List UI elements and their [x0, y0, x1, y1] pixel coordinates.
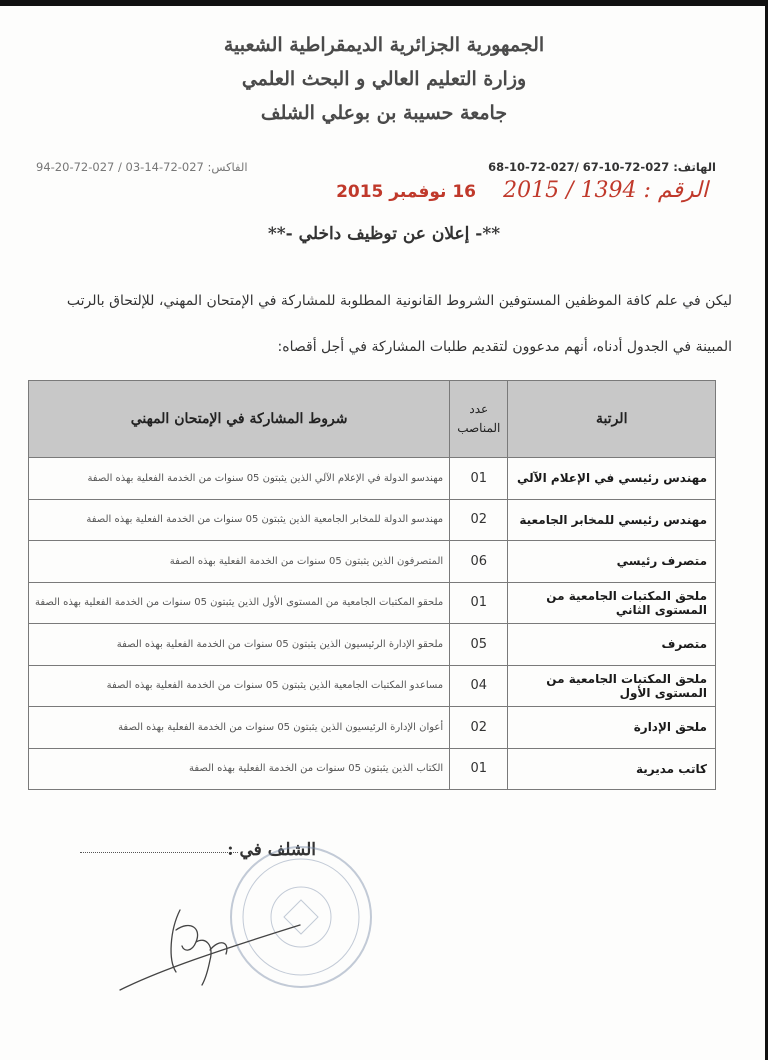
signature-icon	[110, 890, 310, 1000]
count-cell: 05	[450, 624, 508, 666]
university-name: جامعة حسيبة بن بوعلي الشلف	[260, 102, 508, 124]
republic-name: الجمهورية الجزائرية الديمقراطية الشعبية	[223, 34, 545, 56]
conditions-cell: أعوان الإدارة الرئيسيون الذين يثبتون 05 سنوات من الخدمة الفعلية بهذه الصفة	[29, 707, 450, 749]
document-header	[0, 28, 768, 130]
table-header-row	[29, 381, 716, 458]
place-date-label: الشلف في :	[227, 840, 316, 860]
table-row	[29, 582, 716, 624]
count-cell: 02	[450, 707, 508, 749]
rank-cell: ملحق المكتبات الجامعية من المستوى الثاني	[508, 582, 716, 624]
rank-cell: متصرف	[508, 624, 716, 666]
table-row	[29, 541, 716, 583]
header-rank: الرتبة	[508, 381, 716, 458]
reference-number: الرقم : 1394 / 2015	[503, 178, 708, 203]
conditions-cell: مساعدو المكتبات الجامعية الذين يثبتون 05 سنوات من الخدمة الفعلية بهذه الصفة	[29, 665, 450, 707]
rank-cell: ملحق الإدارة	[508, 707, 716, 749]
conditions-cell: الكتاب الذين يثبتون 05 سنوات من الخدمة الفعلية بهذه الصفة	[29, 748, 450, 790]
reference-date: 16 نوفمبر 2015	[336, 182, 476, 202]
count-cell: 01	[450, 748, 508, 790]
conditions-cell: ملحقو الإدارة الرئيسيون الذين يثبتون 05 سنوات من الخدمة الفعلية بهذه الصفة	[29, 624, 450, 666]
reference-line	[336, 178, 708, 203]
count-cell: 01	[450, 458, 508, 500]
scan-border-top	[0, 0, 768, 6]
conditions-cell: مهندسو الدولة في الإعلام الآلي الذين يثبتون 05 سنوات من الخدمة الفعلية بهذه الصفة	[29, 458, 450, 500]
header-conditions: شروط المشاركة في الإمتحان المهني	[29, 381, 450, 458]
rank-cell: كاتب مديرية	[508, 748, 716, 790]
announcement-title: **- إعلان عن توظيف داخلي -**	[267, 224, 501, 244]
count-cell: 04	[450, 665, 508, 707]
conditions-cell: مهندسو الدولة للمخابر الجامعية الذين يثبتون 05 سنوات من الخدمة الفعلية بهذه الصفة	[29, 499, 450, 541]
header-count: عدد المناصب	[450, 381, 508, 458]
table-row	[29, 458, 716, 500]
conditions-cell: المتصرفون الذين يثبتون 05 سنوات من الخدمة الفعلية بهذه الصفة	[29, 541, 450, 583]
table-row	[29, 748, 716, 790]
rank-cell: ملحق المكتبات الجامعية من المستوى الأول	[508, 665, 716, 707]
phone-numbers: الهاتف: 027-72-10-67 /027-72-10-68	[488, 160, 716, 174]
count-cell: 02	[450, 499, 508, 541]
table-row	[29, 624, 716, 666]
date-dotted-line	[80, 852, 238, 853]
table-row	[29, 665, 716, 707]
positions-table	[28, 380, 716, 790]
rank-cell: مهندس رئيسي في الإعلام الآلي	[508, 458, 716, 500]
ministry-name: وزارة التعليم العالي و البحث العلمي	[241, 68, 527, 90]
count-cell: 06	[450, 541, 508, 583]
intro-paragraph: ليكن في علم كافة الموظفين المستوفين الشروط القانونية المطلوبة للمشاركة في الإمتحان المهني، للإلتحاق بالرتب المبينة في الجدول أدناه، أنهم مدعوون لتقديم طلبات المشاركة في أجل أقصاه:	[66, 293, 732, 355]
rank-cell: متصرف رئيسي	[508, 541, 716, 583]
count-cell: 01	[450, 582, 508, 624]
conditions-cell: ملحقو المكتبات الجامعية من المستوى الأول الذين يثبتون 05 سنوات من الخدمة الفعلية بهذه الصفة	[29, 582, 450, 624]
table-row	[29, 499, 716, 541]
fax-numbers: الفاكس: 027-72-14-03 / 027-72-20-94	[36, 160, 248, 174]
table-row	[29, 707, 716, 749]
rank-cell: مهندس رئيسي للمخابر الجامعية	[508, 499, 716, 541]
